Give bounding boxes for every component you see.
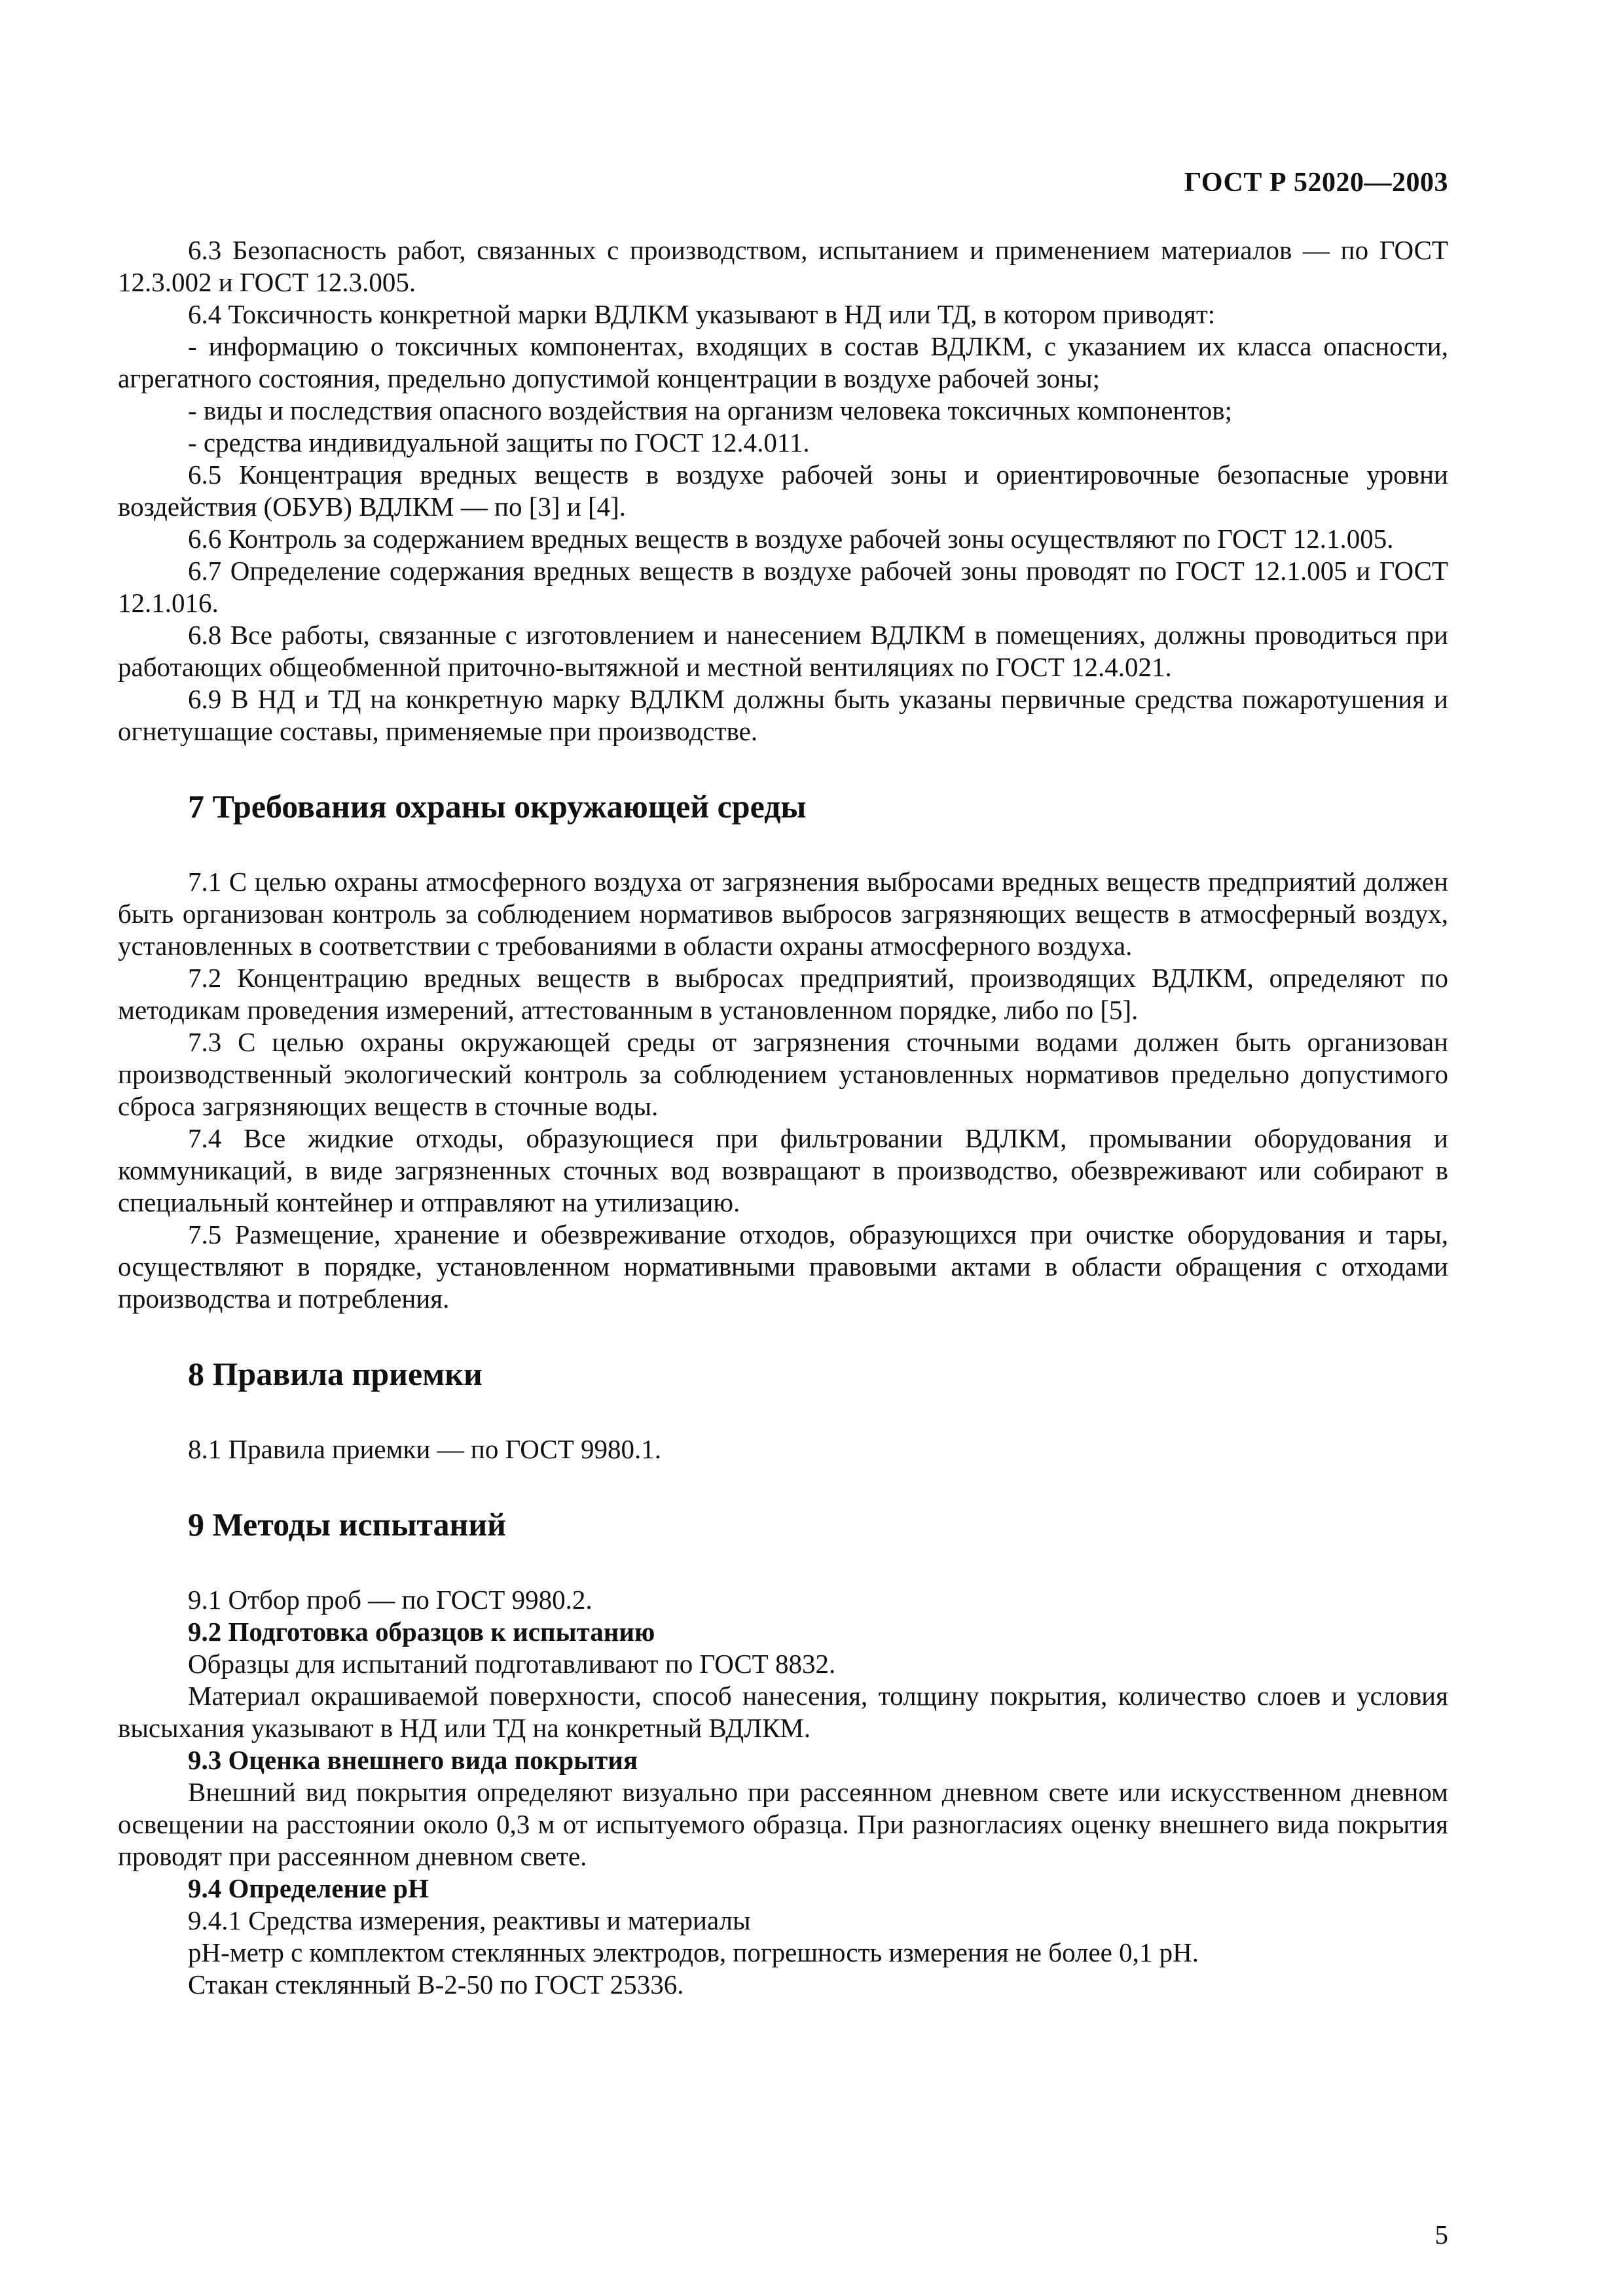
clause-9-4-heading: 9.4 Определение pH <box>188 1873 429 1903</box>
clause-6-4-item-1: - информацию о токсичных компонентах, входящих в состав ВДЛКМ, с указанием их класса опасности, агрегатного состояния, предельно допустимой концентрации в воздухе рабочей зоны; <box>118 331 1448 393</box>
clause-6-7: 6.7 Определение содержания вредных веществ в воздухе рабочей зоны проводят по ГОСТ 12.1.005 и ГОСТ 12.1.016. <box>118 556 1448 618</box>
clause-6-4: 6.4 Токсичность конкретной марки ВДЛКМ указывают в НД или ТД, в котором приводят: <box>188 299 1216 329</box>
clause-6-4-item-2: - виды и последствия опасного воздействия на организм человека токсичных компонентов; <box>188 395 1232 425</box>
clause-9-2-text-1: Образцы для испытаний подготавливают по ГОСТ 8832. <box>188 1649 836 1679</box>
clause-9-4-1: 9.4.1 Средства измерения, реактивы и материалы <box>188 1905 751 1935</box>
clause-9-3-heading: 9.3 Оценка внешнего вида покрытия <box>188 1745 638 1775</box>
clause-7-2: 7.2 Концентрацию вредных веществ в выбросах предприятий, производящих ВДЛКМ, определяют по методикам проведения измерений, аттестованным в установленном порядке, либо по [5]. <box>118 963 1448 1025</box>
clause-7-3: 7.3 С целью охраны окружающей среды от загрязнения сточными водами должен быть организован производственный экологический контроль за соблюдением установленных нормативов предельно допустимого сброса загрязняющих веществ в сточные воды. <box>118 1027 1448 1121</box>
clause-7-4: 7.4 Все жидкие отходы, образующиеся при фильтровании ВДЛКМ, промывании оборудования и коммуникаций, в виде загрязненных сточных вод возвращают в производство, обезвреживают или собирают в специальный контейнер и отправляют на утилизацию. <box>118 1123 1448 1217</box>
clause-6-5: 6.5 Концентрация вредных веществ в воздухе рабочей зоны и ориентировочные безопасные уровни воздействия (ОБУВ) ВДЛКМ — по [3] и [4]. <box>118 459 1448 522</box>
clause-9-4-1-text-2: Стакан стеклянный В-2-50 по ГОСТ 25336. <box>188 1969 684 2000</box>
clause-9-2-heading: 9.2 Подготовка образцов к испытанию <box>188 1617 655 1647</box>
page-number: 5 <box>1434 2219 1448 2250</box>
section-9-heading: 9 Методы испытаний <box>188 1506 506 1543</box>
clause-9-2-text-2: Материал окрашиваемой поверхности, способ нанесения, толщину покрытия, количество слоев и условия высыхания указывают в НД или ТД на конкретный ВДЛКМ. <box>118 1681 1448 1743</box>
clause-7-1: 7.1 С целью охраны атмосферного воздуха от загрязнения выбросами вредных веществ предприятий должен быть организован контроль за соблюдением нормативов выбросов загрязняющих веществ в атмосферный воздух, установленных в соответствии с требованиями в области охраны атмосферного воздуха. <box>118 867 1448 961</box>
standard-header: ГОСТ Р 52020—2003 <box>1184 168 1448 198</box>
clause-6-6: 6.6 Контроль за содержанием вредных веществ в воздухе рабочей зоны осуществляют по ГОСТ 12.1.005. <box>188 524 1394 554</box>
section-8-heading: 8 Правила приемки <box>188 1355 483 1392</box>
clause-6-9: 6.9 В НД и ТД на конкретную марку ВДЛКМ должны быть указаны первичные средства пожаротушения и огнетушащие составы, применяемые при производстве. <box>118 684 1448 746</box>
clause-9-3-text: Внешний вид покрытия определяют визуально при рассеянном дневном свете или искусственном дневном освещении на расстоянии около 0,3 м от испытуемого образца. При разногласиях оценку внешнего вида покрытия проводят при рассеянном дневном свете. <box>118 1777 1448 1871</box>
clause-9-4-1-text-1: pH-метр с комплектом стеклянных электродов, погрешность измерения не более 0,1 pH. <box>188 1937 1199 1967</box>
clause-7-5: 7.5 Размещение, хранение и обезвреживание отходов, образующихся при очистке оборудования и тары, осуществляют в порядке, установленном нормативными правовыми актами в области обращения с отходами производства и потребления. <box>118 1219 1448 1314</box>
section-7-heading: 7 Требования охраны окружающей среды <box>188 788 807 825</box>
clause-6-4-item-3: - средства индивидуальной защиты по ГОСТ 12.4.011. <box>188 427 810 457</box>
page-content <box>118 234 1448 2001</box>
clause-9-1: 9.1 Отбор проб — по ГОСТ 9980.2. <box>188 1585 593 1615</box>
clause-6-3: 6.3 Безопасность работ, связанных с производством, испытанием и применением материалов — по ГОСТ 12.3.002 и ГОСТ 12.3.005. <box>118 235 1448 297</box>
clause-8-1: 8.1 Правила приемки — по ГОСТ 9980.1. <box>188 1434 662 1464</box>
clause-6-8: 6.8 Все работы, связанные с изготовлением и нанесением ВДЛКМ в помещениях, должны проводиться при работающих общеобменной приточно-вытяжной и местной вентиляциях по ГОСТ 12.4.021. <box>118 620 1448 682</box>
